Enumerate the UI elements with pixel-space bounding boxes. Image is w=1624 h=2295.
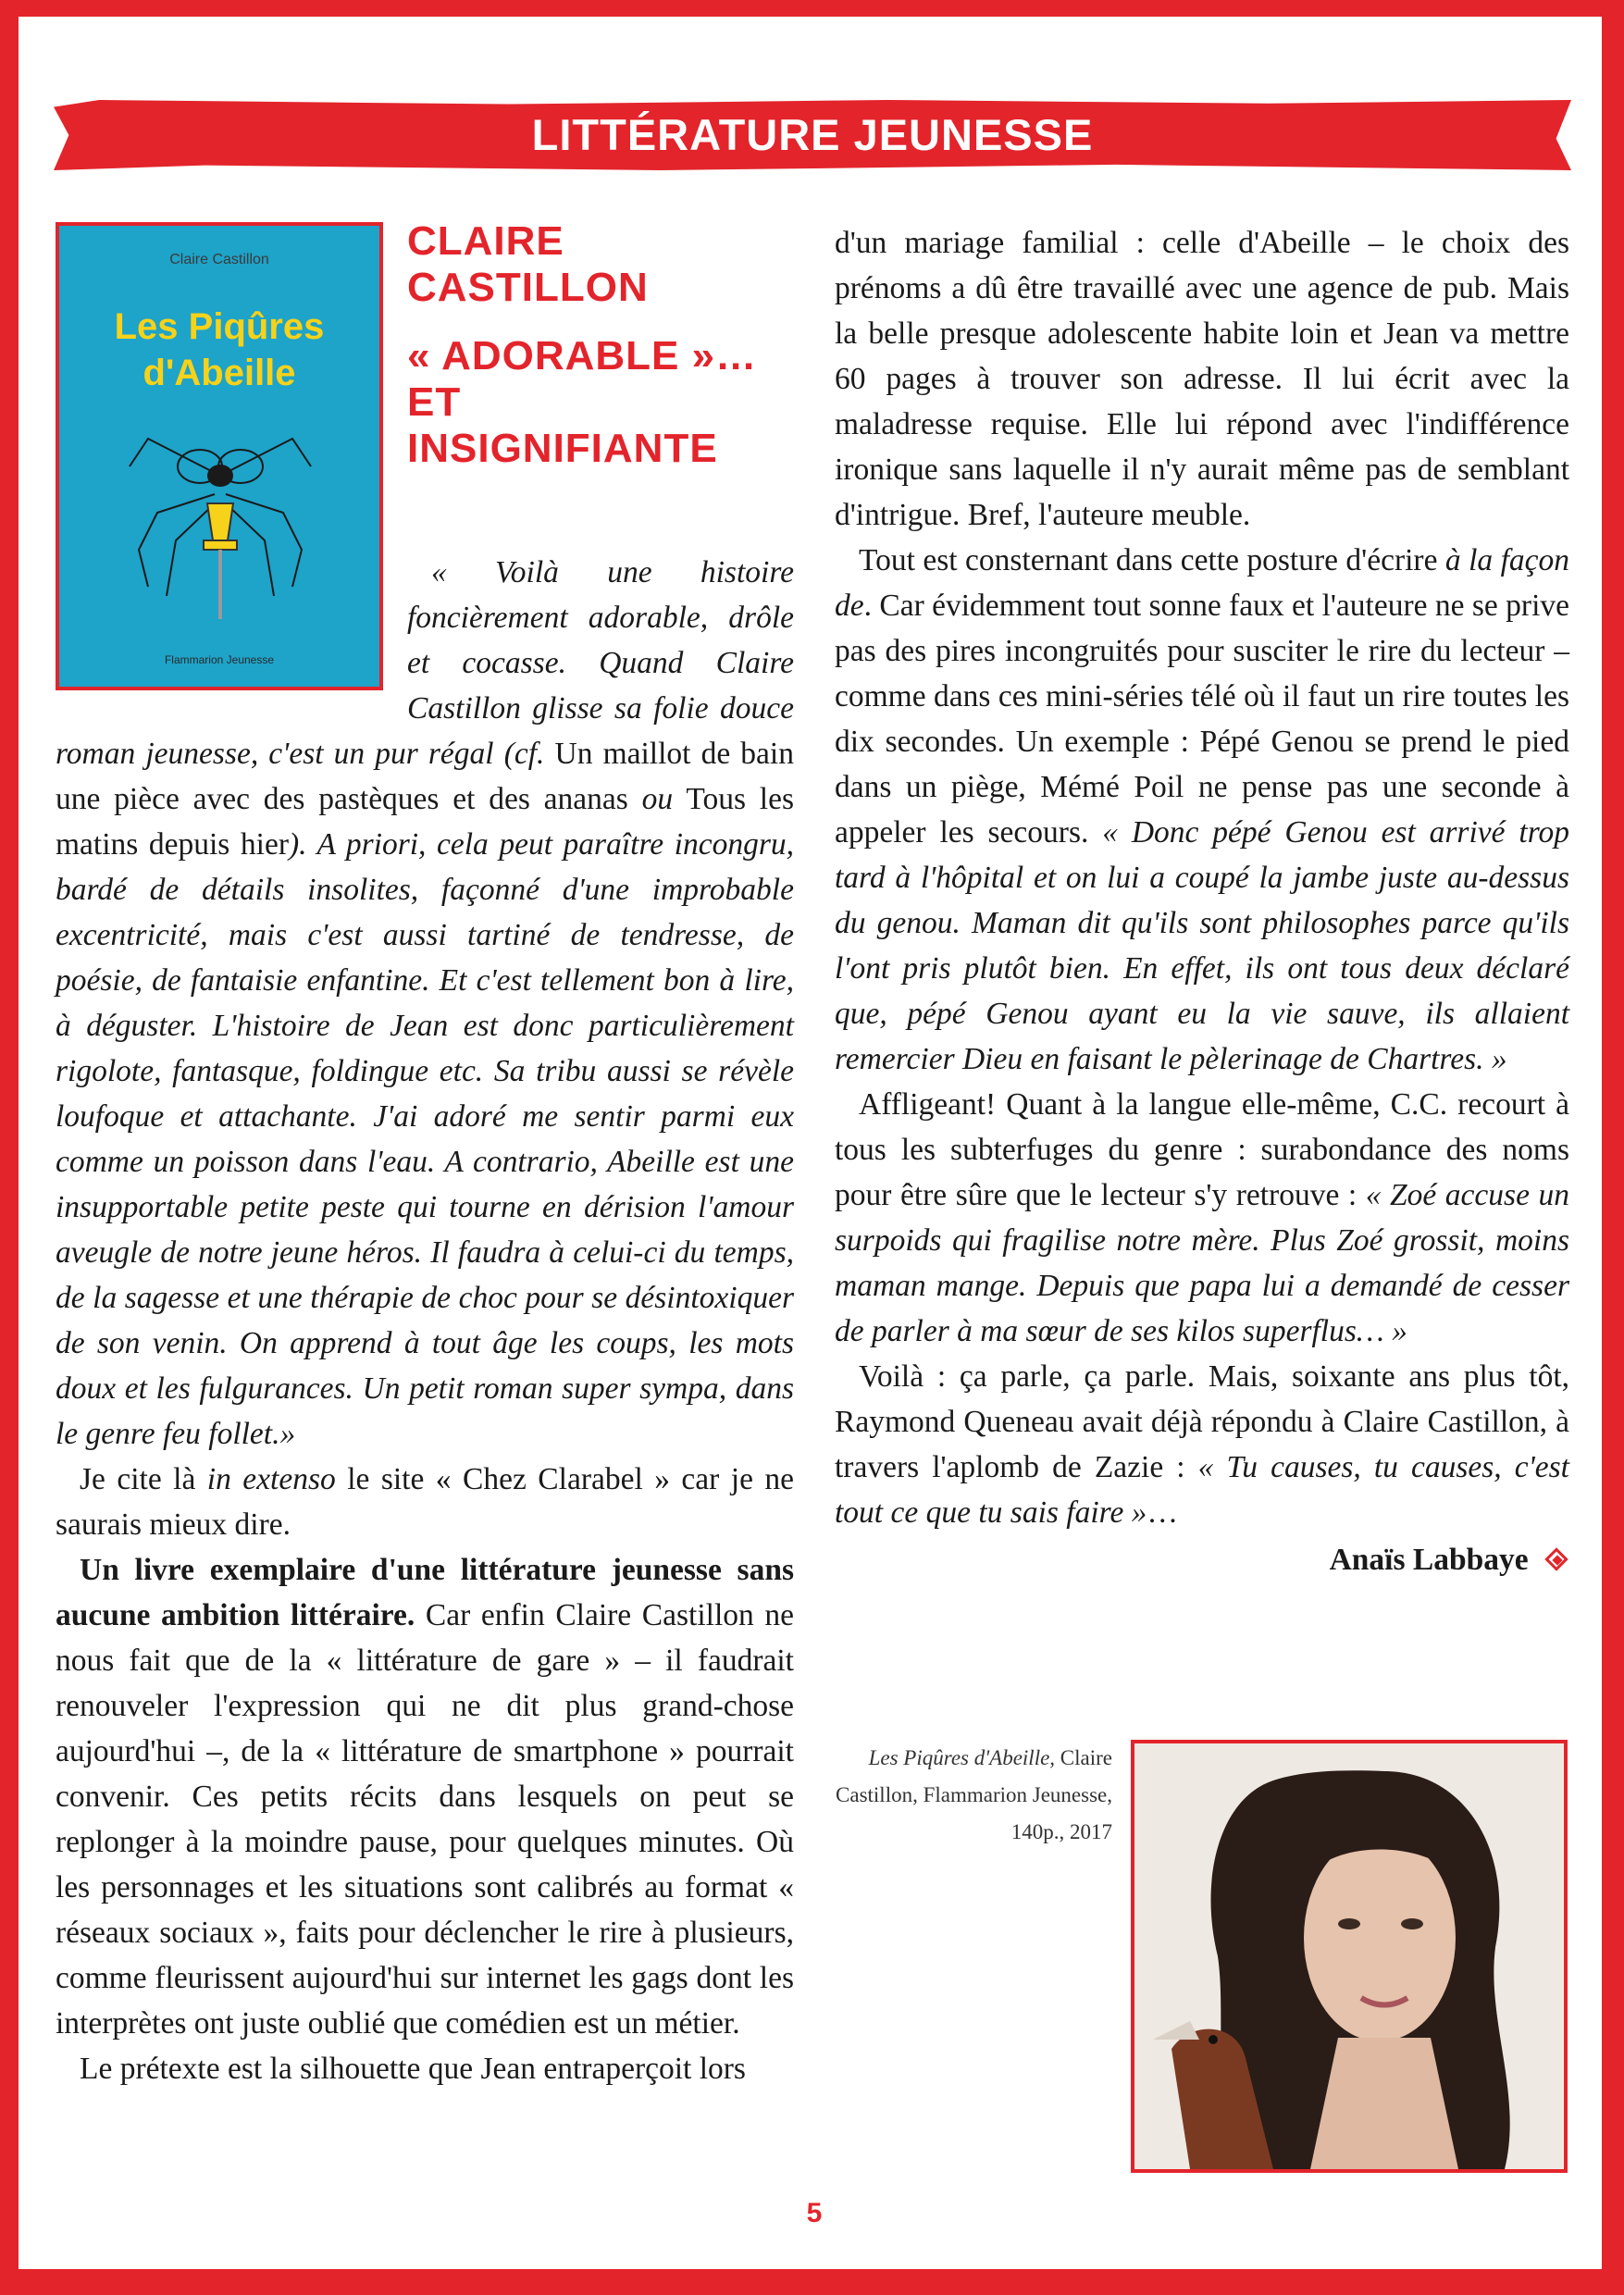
headline-author-line-2: CASTILLON: [407, 265, 649, 310]
p2-latin: in extenso: [206, 1462, 336, 1496]
diamond-end-icon: [1545, 1548, 1569, 1572]
paragraph-5: [835, 538, 1569, 1082]
cover-title: [59, 304, 379, 396]
portrait-illustration: [1134, 1743, 1564, 2169]
paragraph-6: [835, 1082, 1569, 1354]
author-portrait: [1131, 1740, 1568, 2173]
cover-author: Claire Castillon: [169, 252, 269, 267]
paragraph-3: [56, 1547, 794, 2046]
p7-text: Voilà : ça parle, ça parle. Mais, soixante ans plus tôt, Raymond Queneau avait déjà répondu à Claire Castillon, à travers l'aplomb de Zazie :: [835, 1359, 1569, 1484]
article-left-column: [56, 731, 794, 2091]
page-frame-left: [0, 0, 19, 2295]
cover-publisher: Flammarion Jeunesse: [164, 653, 275, 666]
headline: [407, 218, 757, 472]
paragraph-1-continued: [56, 731, 794, 1457]
p4-continued: d'un mariage familial : celle d'Abeille – le choix des prénoms a dû être travaillé avec une agence de pub. Mais la belle presque adolescente habite loin et Jean va mettre 60 pages à trouver son adresse. Il lui écrit avec la maladresse requise. Elle lui répond avec l'indifférence ironique sans laquelle il n'y aurait même pas de semblant d'intrigue. Bref, l'auteure meuble.: [835, 226, 1569, 532]
p5-quote: « Donc pépé Genou est arrivé trop tard à l'hôpital et on lui a coupé la jambe juste au-dessus du genou. Maman dit qu'ils sont philosophes parce qu'ils l'ont pris plutôt bien. En effet, ils ont tous deux déclaré que, pépé Genou ayant eu la vie sauve, ils allaient remercier Dieu en faisant le pèlerinage de Chartres. »: [835, 815, 1569, 1076]
page-frame-bottom: [0, 2269, 1624, 2295]
book-title-2: Tous les matins depuis hier: [56, 782, 794, 862]
book-cover: [56, 222, 383, 690]
p5-italic: à la façon de: [835, 543, 1569, 623]
p5-text-b: . Car évidemment tout sonne faux et l'auteure ne se prive pas des pires incongruités pour susciter le rire du lecteur – comme dans ces mini-séries télé où il faut un rire toutes les dix secondes. Un exemple : Pépé Genou se prend le pied dans un piège, Mémé Poil ne pense pas une seconde à appeler les secours.: [835, 589, 1569, 850]
p5-text-a: Tout est consternant dans cette posture d'écrire: [859, 543, 1445, 577]
caption-title: Les Piqûres d'Abeille,: [868, 1746, 1056, 1769]
page-number: 5: [806, 2198, 823, 2228]
conjunction-ou: ou: [641, 782, 674, 816]
author-signature: Anaïs Labbaye: [1329, 1543, 1529, 1577]
article-quote-intro: [407, 550, 794, 731]
book-title-1: Un maillot de bain une pièce avec des pastèques et des ananas: [56, 737, 794, 816]
p6-quote: « Zoé accuse un surpoids qui fragilise notre mère. Plus Zoé grossit, moins maman mange. Depuis que papa lui a demandé de cesser de parler à ma sœur de ses kilos superflus… »: [835, 1178, 1569, 1348]
paragraph-7: [835, 1354, 1569, 1535]
paragraph-2: [56, 1457, 794, 1547]
headline-author-line-1: CLAIRE: [407, 218, 564, 264]
quote-paragraph: [407, 550, 794, 731]
p3-text: Car enfin Claire Castillon ne nous fait que de la « littérature de gare » – il faudrait renouveler l'expression qui ne dit plus grand-chose aujourd'hui –, de la « littérature de smartphone » pourrait convenir. Ces petits récits dans lesquels on peut se replonger à la moindre pause, pour quelques minutes. Où les personnages et les situations sont calibrés au format « réseaux sociaux », faits pour déclencher le rire à plusieurs, comme fleurissent aujourd'hui sur internet les gags dont les interprètes ont juste oublié que comédien est un métier.: [56, 1598, 794, 2041]
p6-text: Affligeant! Quant à la langue elle-même, C.C. recourt à tous les subterfuges du genre : surabondance des noms pour être sûre que le lecteur s'y retrouve :: [835, 1087, 1569, 1212]
caption-details: Claire Castillon, Flammarion Jeunesse, 140p., 2017: [836, 1746, 1112, 1843]
quote-rest: ). A priori, cela peut paraître incongru, bardé de détails insolites, façonné d'une improbable excentricité, mais c'est aussi tartiné de tendresse, de poésie, de fantaisie enfantine. Et c'est tellement bon à lire, à déguster. L'histoire de Jean est donc particulièrement rigolote, fantasque, foldingue etc. Sa tribu aussi se révèle loufoque et attachante. J'ai adoré me sentir parmi eux comme un poisson dans l'eau. A contrario, Abeille est une insupportable petite peste qui tourne en dérision l'amour aveugle de notre jeune héros. Il faudra à celui-ci du temps, de la sagesse et une thérapie de choc pour se désintoxiquer de son venin. On apprend à tout âge les coups, les mots doux et les fulgurances. Un petit roman super sympa, dans le genre feu follet.»: [56, 827, 794, 1451]
p7-quote: « Tu causes, tu causes, c'est tout ce que tu sais faire »: [835, 1450, 1569, 1530]
bee-pin-illustration: [111, 411, 329, 624]
signature-line: [835, 1537, 1569, 1582]
book-caption: [814, 1740, 1112, 1851]
headline-title-line-2: ET: [407, 379, 462, 425]
page-frame-right: [1602, 0, 1624, 2295]
headline-title-line-1: « ADORABLE »…: [407, 333, 758, 378]
paragraph-4-start: [56, 2046, 794, 2091]
headline-title-line-3: INSIGNIFIANTE: [407, 426, 718, 471]
quote-text: « Voilà une histoire foncièrement adorable, drôle et cocasse. Quand Claire Castillon glisse sa folie douce: [407, 555, 794, 726]
p4-start: Le prétexte est la silhouette que Jean entraperçoit lors: [80, 2052, 746, 2086]
article-right-column: [835, 220, 1569, 1582]
page-frame-top: [0, 0, 1624, 17]
paragraph-4-continued: [835, 220, 1569, 538]
cover-title-line-1: Les Piqûres: [114, 306, 325, 347]
p2-text-a: Je cite là: [80, 1462, 207, 1496]
section-title: LITTÉRATURE JEUNESSE: [531, 110, 1094, 159]
quote-tail-clip: roman jeunesse, c'est un pur régal (cf.: [56, 737, 545, 771]
p3-bold-lead: Un livre exemplaire d'une littérature jeunesse sans aucune ambition littéraire.: [56, 1553, 794, 1632]
p7-ellipsis: …: [1147, 1495, 1178, 1530]
p2-text-b: le site « Chez Clarabel » car je ne saurais mieux dire.: [56, 1462, 795, 1542]
cover-title-line-2: d'Abeille: [143, 353, 296, 393]
